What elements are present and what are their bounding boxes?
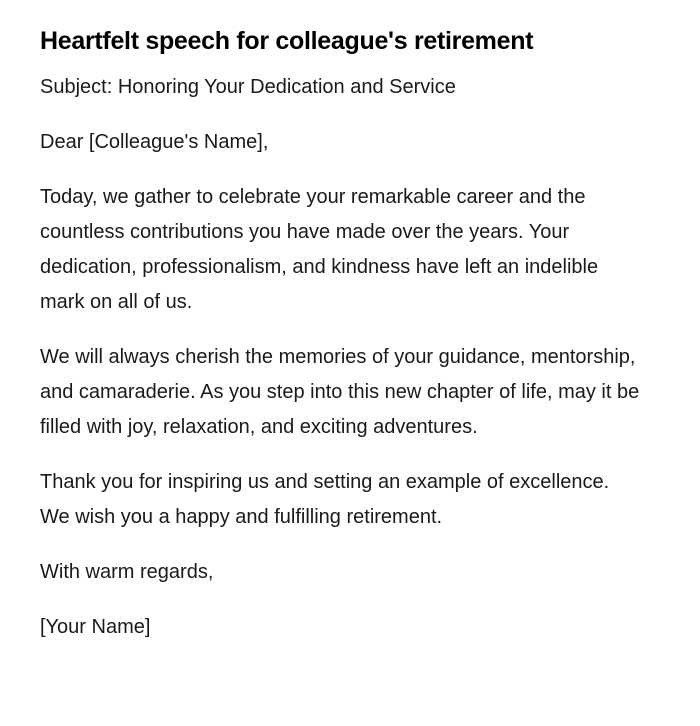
document — [40, 24, 640, 665]
closing: With warm regards, — [40, 561, 214, 583]
document-title: Heartfelt speech for colleague's retirement — [40, 27, 534, 55]
body-paragraph: Today, we gather to celebrate your remarkable career and the countless contributions you have made over the years. Your dedication, professionalism, and kindness have left an indelible mark on all of us. — [40, 186, 599, 313]
body-paragraph: Thank you for inspiring us and setting an example of excellence. We wish you a happy and fulfilling retirement. — [40, 471, 610, 528]
salutation: Dear [Colleague's Name], — [40, 131, 269, 153]
signature: [Your Name] — [40, 616, 151, 638]
subject-line: Subject: Honoring Your Dedication and Service — [40, 76, 456, 98]
body-paragraph: We will always cherish the memories of your guidance, mentorship, and camaraderie. As you step into this new chapter of life, may it be filled with joy, relaxation, and exciting adventures. — [40, 346, 640, 438]
